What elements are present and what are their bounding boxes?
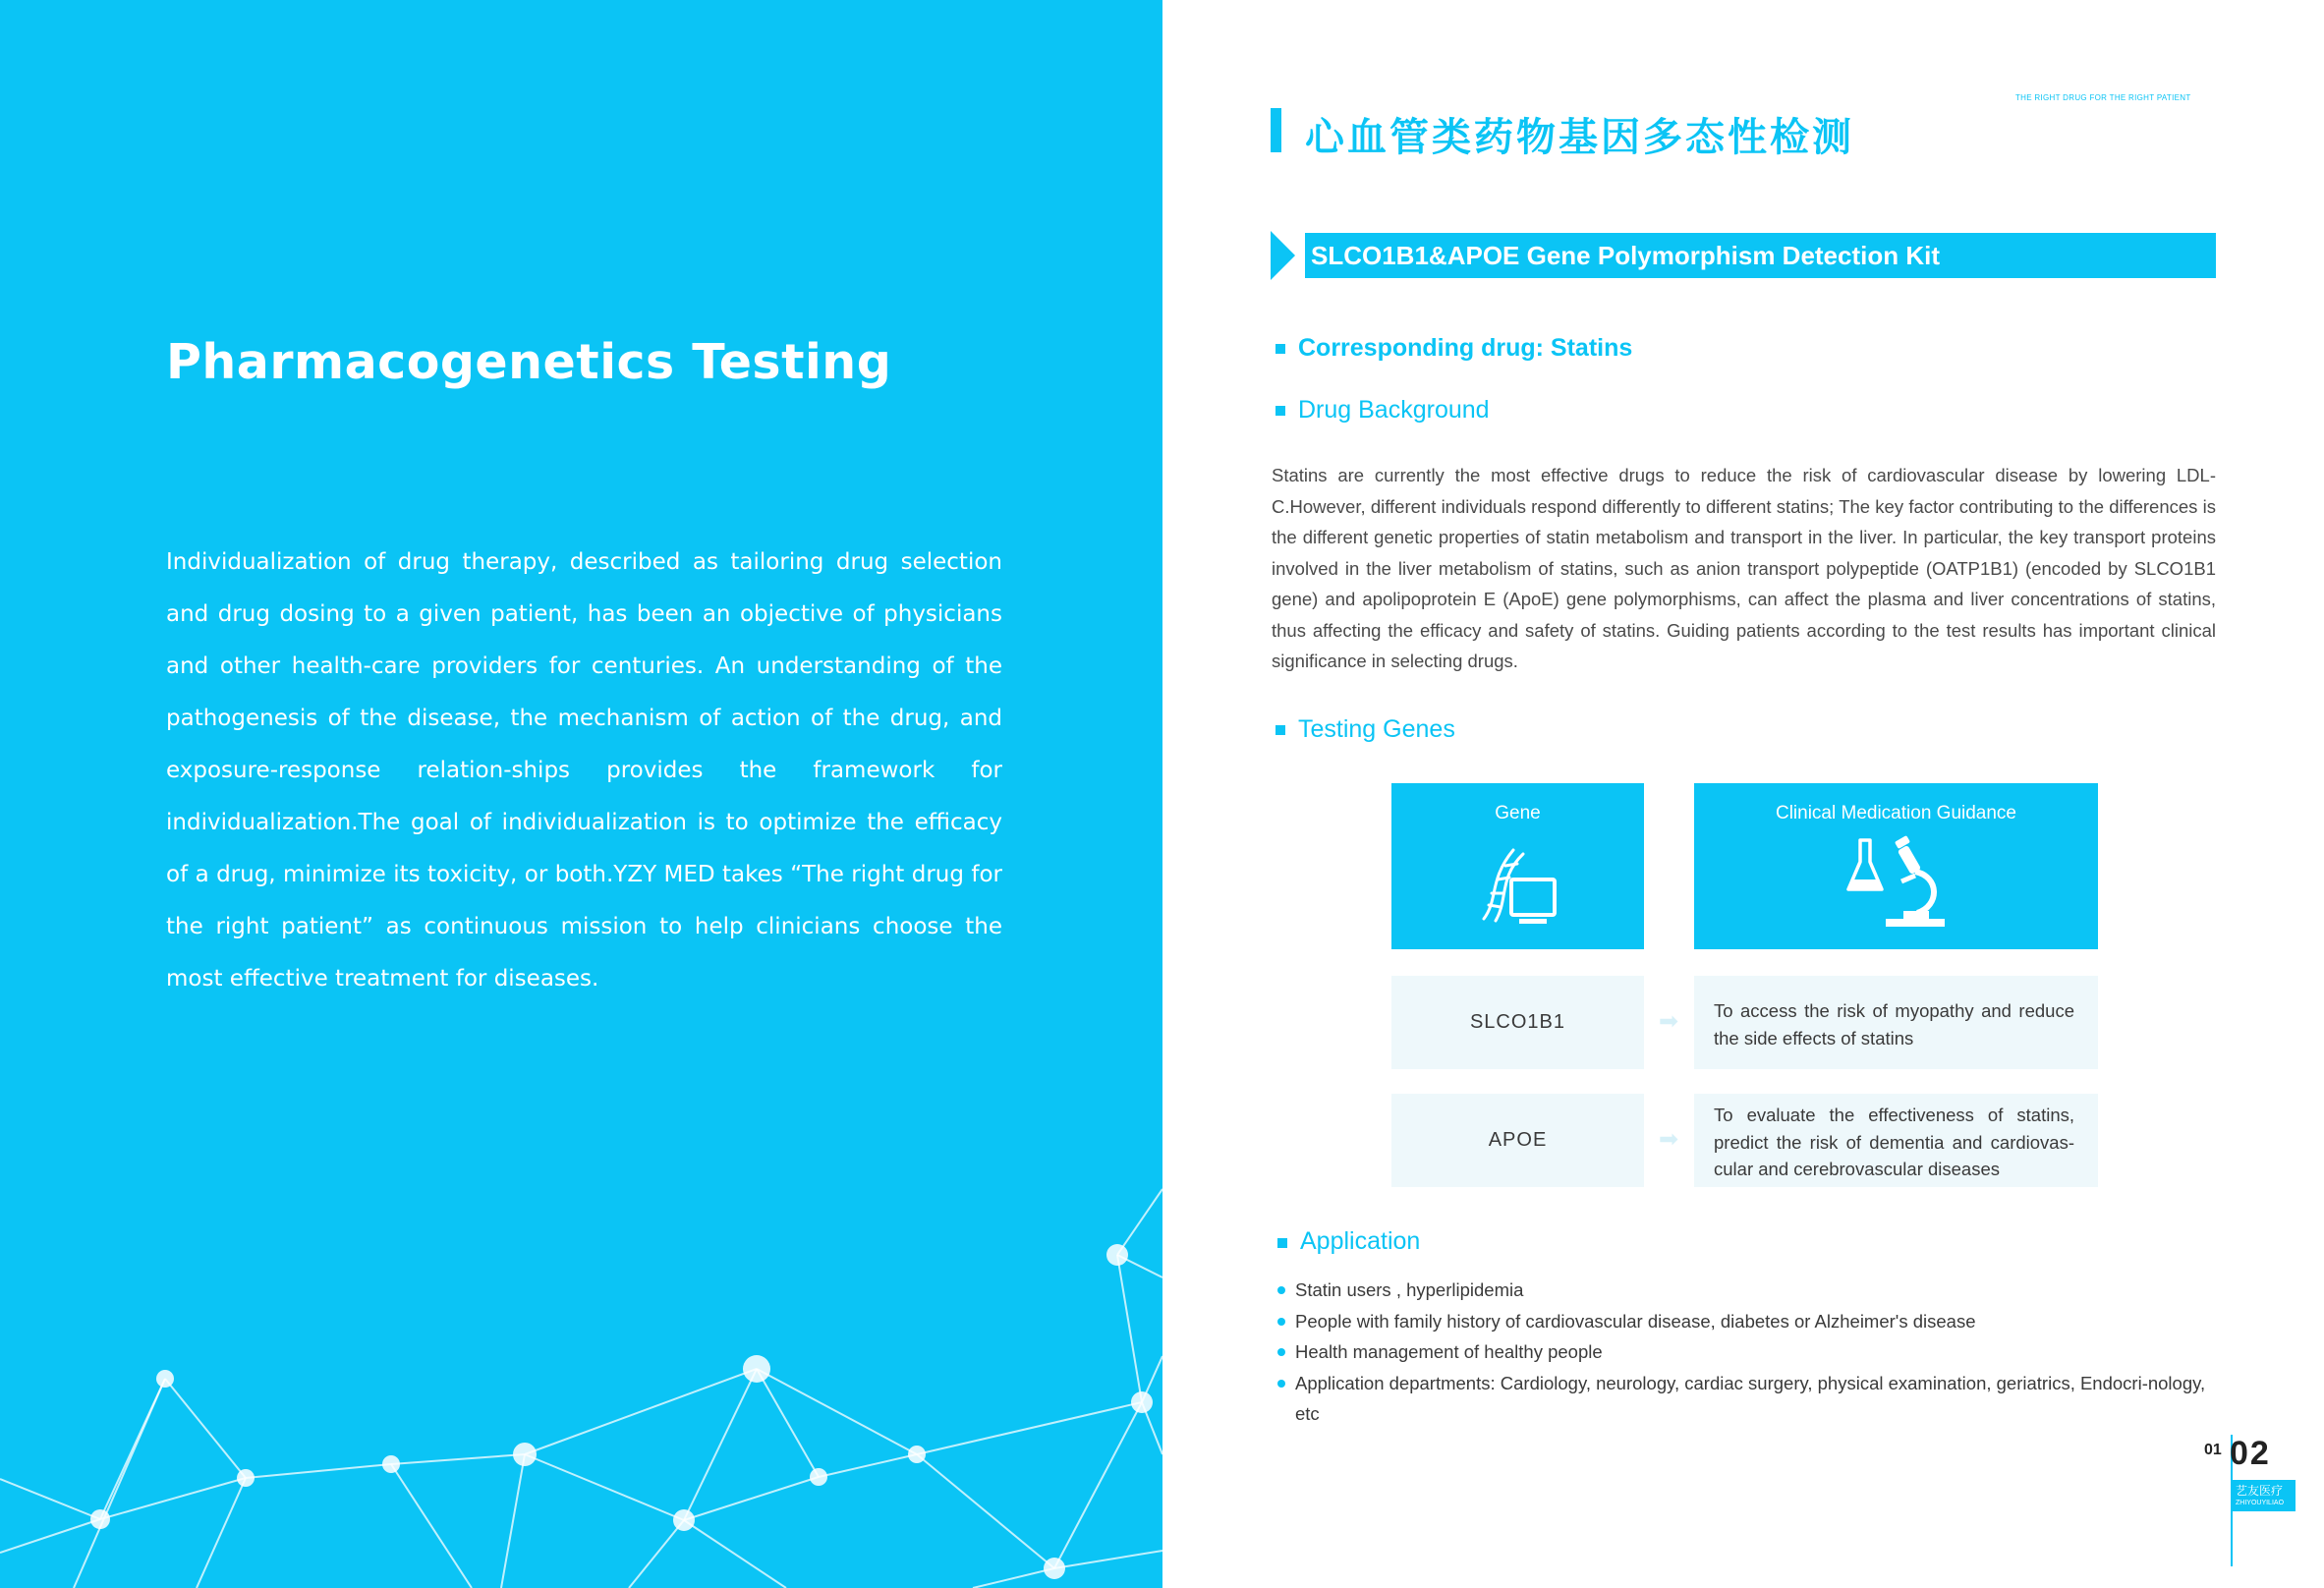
triangle-arrow-icon [1271, 231, 1295, 280]
corresponding-drug-heading: Corresponding drug: Statins [1298, 334, 1633, 362]
tagline: THE RIGHT DRUG FOR THE RIGHT PATIENT [2015, 93, 2191, 102]
square-bullet-icon [1277, 1238, 1287, 1248]
list-item-text: People with family history of cardiovascular disease, diabetes or Alzheimer's disease [1295, 1310, 1976, 1332]
list-item [1277, 1275, 2226, 1306]
table-header-gene [1391, 783, 1644, 949]
brand-logo [2233, 1480, 2296, 1511]
logo-chinese-text: 艺友医疗 [2236, 1484, 2284, 1498]
drug-background-text: Statins are currently the most effective drugs to reduce the risk of cardiovascular disease by lowering LDL-C.However, different individuals respond differently to different statins; The key factor contributing to the differences is the different genetic properties of statin metabolism and transport in the liver. In particular, the key transport proteins involved in the liver metabolism of statins, such as anion transport polypeptide (OATP1B1) (encoded by SLCO1B1 gene) and apolipoprotein E (ApoE) gene polymorphisms, can affect the plasma and liver concentrations of statins, thus affecting the efficacy and safety of statins. Guiding patients according to the test results has important clinical significance in selecting drugs. [1272, 465, 2216, 671]
square-bullet-icon [1275, 725, 1285, 735]
square-bullet-icon [1275, 406, 1285, 416]
table-row-gene-cell: SLCO1B1 [1391, 976, 1644, 1069]
square-bullet-icon [1275, 344, 1285, 354]
application-heading: Application [1300, 1227, 1421, 1255]
list-item [1277, 1336, 2226, 1368]
arrow-right-icon: ➡ [1659, 1008, 1679, 1035]
list-item [1277, 1368, 2226, 1430]
arrow-right-icon: ➡ [1659, 1126, 1679, 1153]
dot-bullet-icon [1277, 1348, 1285, 1356]
kit-title-banner: SLCO1B1&APOE Gene Polymorphism Detection Kit [1305, 233, 2216, 278]
testing-genes-heading: Testing Genes [1298, 715, 1455, 743]
page-title: Pharmacogenetics Testing [166, 334, 892, 390]
table-row-guidance-cell: To access the risk of myopathy and reduce the side effects of statins [1694, 976, 2098, 1069]
title-accent-bar [1271, 108, 1281, 152]
list-item-text: Application departments: Cardiology, neurology, cardiac surgery, physical examination, geriatrics, Endocri-nology, etc [1295, 1372, 2206, 1424]
header-label: Gene [1495, 803, 1541, 823]
header-label: Clinical Medication Guidance [1775, 803, 2016, 823]
table-header-guidance [1694, 783, 2098, 949]
page-number-left: 01 [2204, 1442, 2222, 1458]
right-page [1162, 0, 2324, 1588]
list-item-text: Health management of healthy people [1295, 1341, 1603, 1362]
dot-bullet-icon [1277, 1380, 1285, 1388]
logo-english-text: ZHIYOUYILIAO [2236, 1500, 2285, 1506]
table-row-guidance-cell: To evaluate the effectiveness of statins, predict the risk of dementia and cardiovas-cular and cerebrovascular diseases [1694, 1094, 2098, 1187]
dot-bullet-icon [1277, 1286, 1285, 1294]
drug-background-heading: Drug Background [1298, 396, 1490, 424]
intro-paragraph: Individualization of drug therapy, described as tailoring drug selection and drug dosing to a given patient, has been an objective of physicians and other health-care providers for centuries. An understanding of the pathogenesis of the disease, the mechanism of action of the drug, and exposure-response relation-ships provides the framework for individualization.The goal of individualization is to optimize the efficacy of a drug, minimize its toxicity, or both.YZY MED takes “The right drug for the right patient” as continuous mission to help clinicians choose the most effective treatment for diseases. [166, 549, 1002, 992]
list-item-text: Statin users , hyperlipidemia [1295, 1279, 1524, 1300]
dot-bullet-icon [1277, 1318, 1285, 1326]
dna-computer-icon [1474, 840, 1562, 929]
table-row-gene-cell: APOE [1391, 1094, 1644, 1187]
list-item [1277, 1306, 2226, 1337]
page-number-right: 02 [2230, 1435, 2271, 1472]
chinese-title: 心血管类药物基因多态性检测 [1305, 115, 1854, 160]
application-list [1277, 1275, 2226, 1430]
flask-microscope-icon [1846, 832, 1955, 931]
